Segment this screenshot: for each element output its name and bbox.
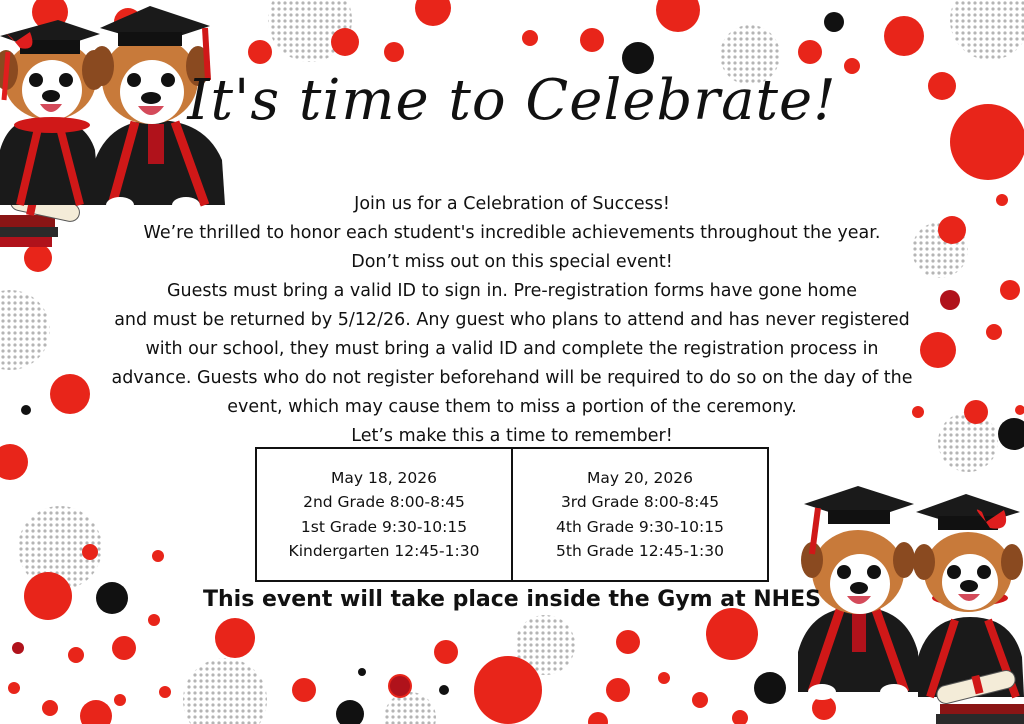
body-line: event, which may cause them to miss a portion of the ceremony. bbox=[227, 397, 797, 417]
schedule-row: 5th Grade 12:45-1:30 bbox=[556, 542, 724, 560]
body-line: and must be returned by 5/12/26. Any guest who plans to attend and has never registered bbox=[114, 310, 910, 330]
schedule-row: 1st Grade 9:30-10:15 bbox=[300, 517, 468, 536]
body-line: Don’t miss out on this special event! bbox=[351, 252, 673, 272]
schedule-table bbox=[255, 447, 769, 582]
body-line: Guests must bring a valid ID to sign in. Pre-registration forms have gone home bbox=[166, 281, 858, 301]
books-icon bbox=[0, 215, 58, 247]
page-title: It's time to Celebrate! bbox=[187, 68, 837, 133]
body-line: Let’s make this a time to remember! bbox=[351, 426, 673, 446]
location-note: This event will take place inside the Gym at NHES bbox=[203, 587, 821, 612]
schedule-column-day-1 bbox=[257, 449, 511, 580]
schedule-row: 2nd Grade 8:00-8:45 bbox=[303, 493, 465, 511]
books-icon bbox=[936, 704, 1024, 724]
body-line: advance. Guests who do not register beforehand will be required to do so on the day of the bbox=[111, 368, 913, 388]
schedule-date: May 18, 2026 bbox=[331, 468, 437, 487]
schedule-column-day-2 bbox=[511, 449, 767, 580]
schedule-row: 4th Grade 9:30-10:15 bbox=[556, 517, 724, 536]
schedule-row: Kindergarten 12:45-1:30 bbox=[288, 542, 480, 560]
announcement-body bbox=[110, 190, 914, 451]
body-line: We’re thrilled to honor each student's incredible achievements throughout the year. bbox=[143, 223, 881, 243]
schedule-date: May 20, 2026 bbox=[587, 468, 693, 487]
body-line: Join us for a Celebration of Success! bbox=[354, 194, 670, 214]
body-line: with our school, they must bring a valid ID and complete the registration process in bbox=[145, 339, 879, 359]
schedule-row: 3rd Grade 8:00-8:45 bbox=[560, 493, 720, 511]
